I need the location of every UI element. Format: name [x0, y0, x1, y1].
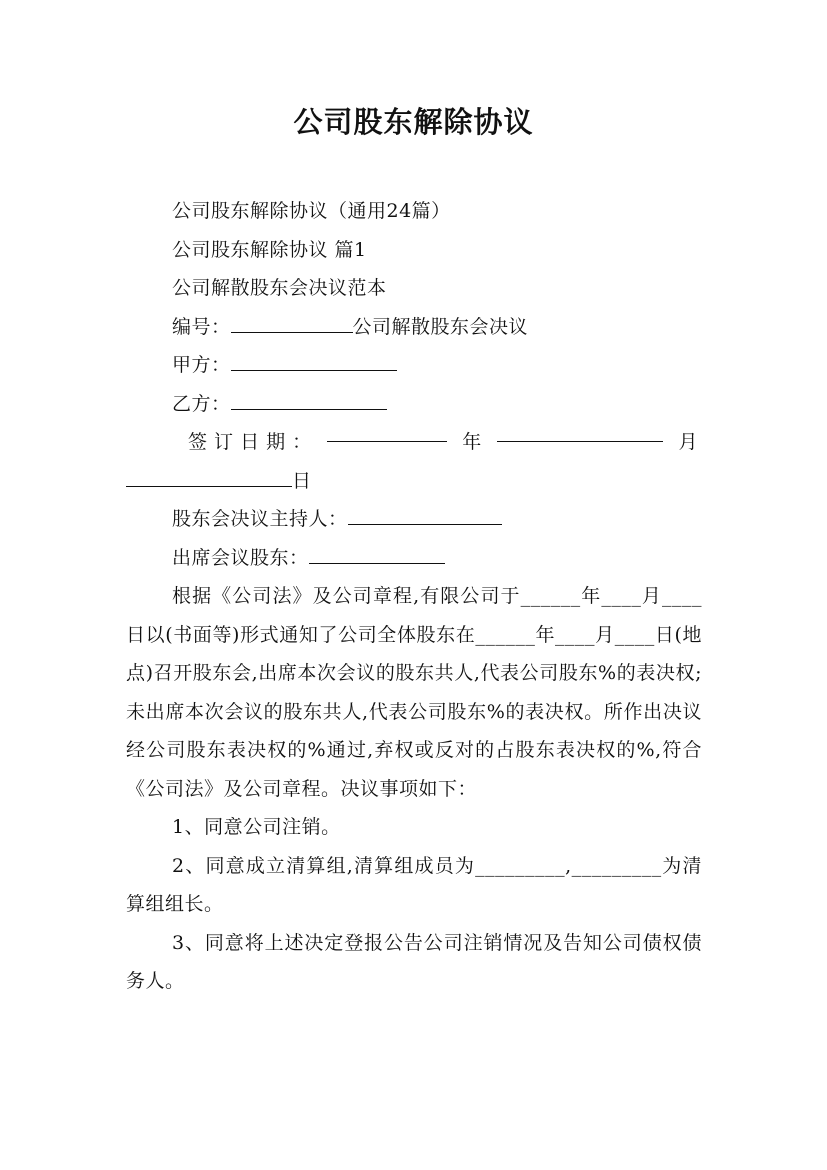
- sign-day-blank: [126, 468, 292, 487]
- resolution-paragraph: 根据《公司法》及公司章程,有限公司于______年____月____日以(书面等)形式通知了公司全体股东在______年____月____日(地点)召开股东会,出席本次会议的股东共人,代表公司股东%的表决权;未出席本次会议的股东共人,代表公司股东%的表决权。所作出决议经公司股东表决权的%通过,弃权或反对的占股东表决权的%,符合《公司法》及公司章程。决议事项如下：: [126, 585, 702, 800]
- number-line: [126, 308, 702, 347]
- sign-year-blank: [327, 423, 447, 442]
- section-heading: 公司股东解除协议 篇1: [172, 238, 367, 261]
- party-a-blank: [231, 352, 397, 371]
- sign-day-label: 日: [292, 469, 312, 492]
- host-line: [126, 500, 702, 539]
- attendees-label: 出席会议股东：: [172, 546, 309, 569]
- party-b-label: 乙方：: [172, 392, 231, 415]
- number-blank: [231, 314, 353, 333]
- attendees-blank: [309, 545, 445, 564]
- party-a-line: [126, 346, 702, 385]
- resolution-item-3: 3、同意将上述决定登报公告公司注销情况及告知公司债权债务人。: [126, 931, 702, 992]
- sign-day-line: [126, 462, 702, 501]
- number-suffix: 公司解散股东会决议: [352, 315, 529, 338]
- subtitle-line: 公司股东解除协议（通用24篇）: [172, 200, 451, 222]
- sign-date-line: [126, 423, 702, 462]
- sign-date-label: 签 订 日 期 ：: [188, 431, 312, 453]
- party-b-blank: [231, 391, 387, 410]
- resolution-item-1: 1、同意公司注销。: [172, 816, 341, 838]
- attendees-line: [126, 539, 702, 578]
- number-label: 编号：: [172, 315, 231, 338]
- sign-month-label: 月: [678, 431, 698, 453]
- party-b-line: [126, 385, 702, 424]
- template-heading: 公司解散股东会决议范本: [172, 277, 387, 299]
- document-body: [126, 192, 702, 1001]
- host-blank: [348, 506, 502, 525]
- sign-month-blank: [497, 423, 663, 442]
- party-a-label: 甲方：: [172, 354, 231, 376]
- sign-year-label: 年: [462, 431, 482, 453]
- host-label: 股东会决议主持人：: [172, 508, 348, 530]
- document-title: 公司股东解除协议: [293, 105, 534, 139]
- resolution-item-2: 2、同意成立清算组,清算组成员为_________,_________为清算组组长。: [126, 854, 702, 915]
